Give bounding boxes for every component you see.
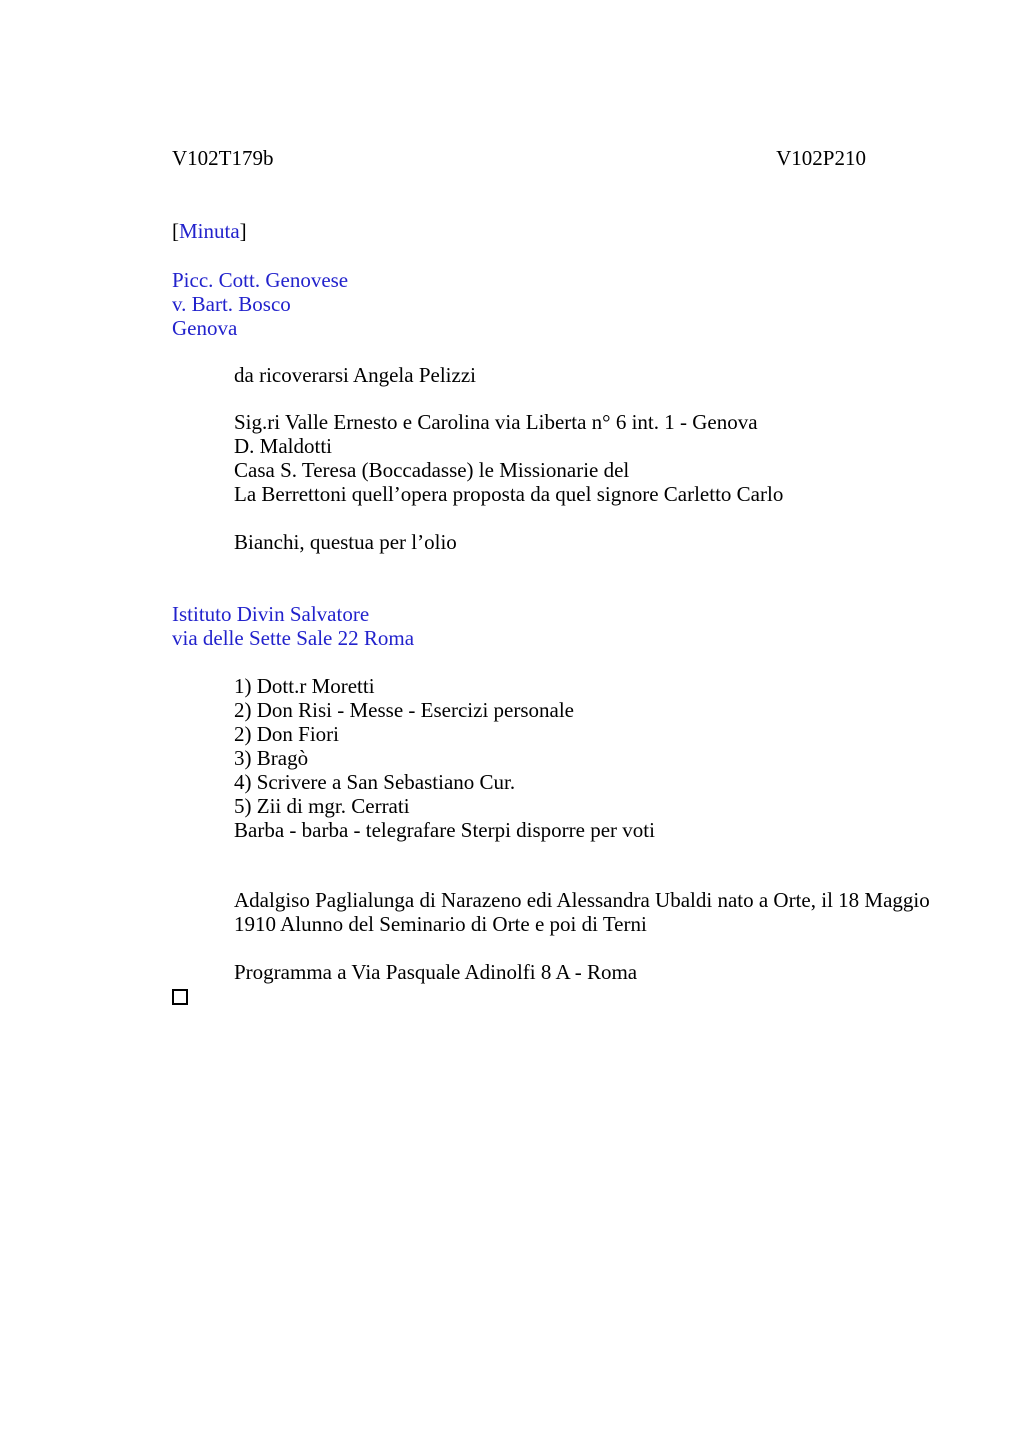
task-item: 5) Zii di mgr. Cerrati	[234, 794, 410, 818]
task-item: 3) Bragò	[234, 746, 309, 770]
note-line: Casa S. Teresa (Boccadasse) le Missionarie del	[234, 458, 630, 482]
note-line: 1910 Alunno del Seminario di Orte e poi di Terni	[234, 912, 647, 936]
institute-name-link[interactable]: Istituto Divin Salvatore	[172, 602, 370, 626]
note-line: D. Maldotti	[234, 434, 332, 458]
task-item: 2) Don Risi - Messe - Esercizi personale	[234, 698, 574, 722]
task-item: 1) Dott.r Moretti	[234, 674, 375, 698]
institute-street-link[interactable]: via delle Sette Sale 22 Roma	[172, 626, 415, 650]
note-bianchi: Bianchi, questua per l’olio	[234, 530, 457, 554]
note-ricoverarsi: da ricoverarsi Angela Pelizzi	[234, 363, 476, 387]
checkbox-row	[172, 986, 866, 1010]
recipient-street-link[interactable]: v. Bart. Bosco	[172, 292, 291, 316]
doc-ref-left: V102T179b	[172, 146, 274, 170]
note-line: La Berrettoni quell’opera proposta da quel signore Carletto Carlo	[234, 482, 784, 506]
recipient-address-block	[172, 268, 866, 340]
empty-checkbox-icon	[172, 989, 188, 1005]
minuta-bracket-close: ]	[239, 219, 247, 243]
institute-address-block	[172, 602, 866, 650]
document-header	[172, 146, 866, 170]
task-item: Barba - barba - telegrafare Sterpi disporre per voti	[234, 818, 655, 842]
task-list	[234, 674, 866, 842]
note-programma: Programma a Via Pasquale Adinolfi 8 A - Roma	[234, 960, 638, 984]
doc-ref-right: V102P210	[776, 146, 866, 170]
minuta-line	[172, 219, 866, 243]
minuta-link[interactable]: Minuta	[179, 219, 240, 243]
note-line: Adalgiso Paglialunga di Narazeno edi Alessandra Ubaldi nato a Orte, il 18 Maggio	[234, 888, 930, 912]
recipient-name-link[interactable]: Picc. Cott. Genovese	[172, 268, 349, 292]
recipient-city-link[interactable]: Genova	[172, 316, 238, 340]
note-adalgiso-block	[234, 888, 930, 936]
note-line: Sig.ri Valle Ernesto e Carolina via Liberta n° 6 int. 1 - Genova	[234, 410, 758, 434]
minuta-bracket-open: [	[172, 219, 179, 243]
task-item: 4) Scrivere a San Sebastiano Cur.	[234, 770, 516, 794]
task-item: 2) Don Fiori	[234, 722, 339, 746]
note-sigri-block	[234, 410, 866, 506]
